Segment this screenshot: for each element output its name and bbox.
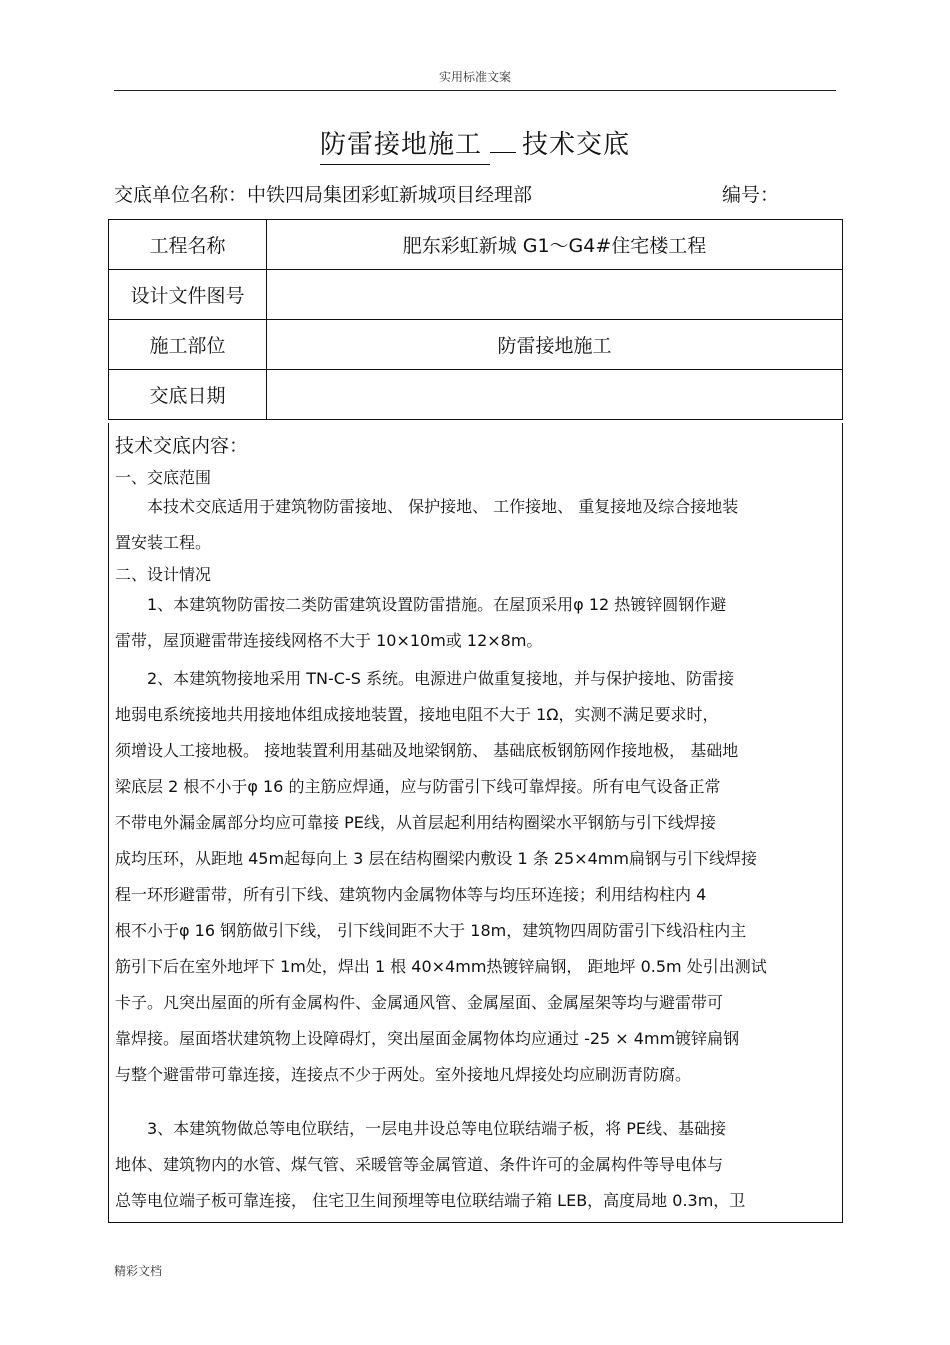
header-divider — [114, 90, 836, 91]
section-scope-heading: 一、交底范围 — [115, 468, 212, 487]
table-row — [109, 270, 843, 320]
design-paragraph-3 — [115, 1111, 836, 1219]
project-name-label: 工程名称 — [109, 220, 267, 270]
title-underline-gap — [490, 148, 516, 153]
paragraph-line: 1、本建筑物防雷按二类防雷建筑设置防雷措施。在屋顶采用φ 12 热镀锌圆钢作避 — [147, 595, 727, 614]
page-header: 实用标准文案 — [438, 70, 511, 84]
disclosure-content-box — [108, 423, 843, 1223]
paragraph-line: 梁底层 2 根不小于φ 16 的主筋应焊通，应与防雷引下线可靠焊接。所有电气设备正常 — [115, 777, 721, 796]
paragraph-line: 靠焊接。屋面塔状建筑物上设障碍灯，突出屋面金属物体均应通过 -25 × 4mm镀锌扁钢 — [115, 1029, 740, 1048]
document-number-label: 编号： — [722, 184, 780, 206]
title-part-2: 技术交底 — [522, 130, 631, 160]
construction-part-label: 施工部位 — [109, 320, 267, 370]
paragraph-line: 地弱电系统接地共用接地体组成接地装置，接地电阻不大于 1Ω，实测不满足要求时， — [115, 705, 719, 724]
paragraph-line: 程一环形避雷带，所有引下线、建筑物内金属物体等与均压环连接；利用结构柱内 4 — [115, 885, 707, 904]
design-paragraph-1 — [115, 587, 836, 659]
paragraph-line: 根不小于φ 16 钢筋做引下线， 引下线间距不大于 18m，建筑物四周防雷引下线沿柱内主 — [115, 921, 747, 940]
construction-part-value: 防雷接地施工 — [267, 320, 843, 370]
handover-date-label: 交底日期 — [109, 370, 267, 420]
paragraph-line: 地体、建筑物内的水管、煤气管、采暖管等金属管道、条件许可的金属构件等导电体与 — [115, 1155, 724, 1174]
project-name-value: 肥东彩虹新城 G1～G4#住宅楼工程 — [267, 220, 843, 270]
scope-paragraph — [115, 489, 836, 561]
paragraph-line: 本技术交底适用于建筑物防雷接地、 保护接地、 工作接地、 重复接地及综合接地装 — [147, 497, 739, 516]
paragraph-line: 与整个避雷带可靠连接，连接点不少于两处。室外接地凡焊接处均应刷沥青防腐。 — [115, 1065, 692, 1084]
project-info-table — [108, 219, 843, 420]
paragraph-line: 2、本建筑物接地采用 TN-C-S 系统。电源进户做重复接地，并与保护接地、防雷接 — [147, 669, 734, 688]
table-row — [109, 220, 843, 270]
document-title — [0, 124, 950, 161]
paragraph-line: 置安装工程。 — [115, 533, 212, 552]
table-row — [109, 320, 843, 370]
paragraph-line: 成均压环，从距地 45m起每向上 3 层在结构圈梁内敷设 1 条 25×4mm扁钢与引下线焊接 — [115, 849, 757, 868]
table-row — [109, 370, 843, 420]
design-drawing-no-label: 设计文件图号 — [109, 270, 267, 320]
design-drawing-no-value — [267, 270, 843, 320]
paragraph-line: 卡子。凡突出屋面的所有金属构件、金属通风管、金属屋面、金属屋架等均与避雷带可 — [115, 993, 724, 1012]
issuing-unit: 交底单位名称：中铁四局集团彩虹新城项目经理部 — [114, 184, 533, 206]
design-paragraph-2 — [115, 661, 836, 1093]
content-title: 技术交底内容： — [115, 435, 249, 457]
page-footer: 精彩文档 — [114, 1264, 163, 1278]
paragraph-line: 须增设人工接地极。 接地装置利用基础及地梁钢筋、 基础底板钢筋网作接地极， 基础地 — [115, 741, 739, 760]
section-design-heading: 二、设计情况 — [115, 565, 212, 584]
paragraph-line: 3、本建筑物做总等电位联结，一层电井设总等电位联结端子板，将 PE线、基础接 — [147, 1119, 727, 1138]
paragraph-line: 总等电位端子板可靠连接， 住宅卫生间预埋等电位联结端子箱 LEB，高度局地 0.3m，卫 — [115, 1191, 746, 1210]
paragraph-line: 不带电外漏金属部分均应可靠接 PE线，从首层起利用结构圈梁水平钢筋与引下线焊接 — [115, 813, 716, 832]
handover-date-value — [267, 370, 843, 420]
paragraph-line: 筋引下后在室外地坪下 1m处，焊出 1 根 40×4mm热镀锌扁钢， 距地坪 0.5m 处引出测试 — [115, 957, 767, 976]
title-part-1: 防雷接地施工 — [320, 130, 490, 165]
paragraph-line: 雷带，屋顶避雷带连接线网格不大于 10×10m或 12×8m。 — [115, 631, 543, 650]
